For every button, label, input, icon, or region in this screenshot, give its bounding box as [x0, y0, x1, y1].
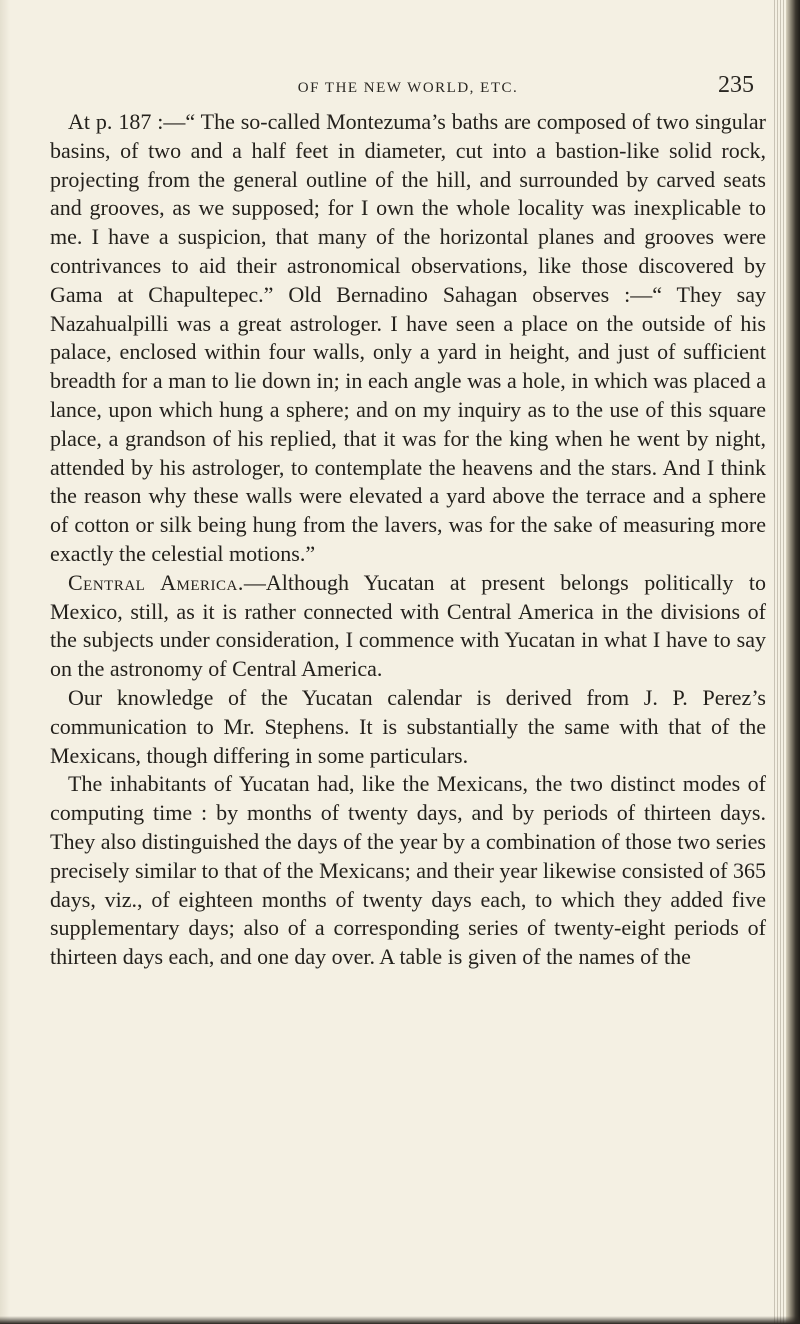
paragraph-text: The inhabitants of Yucatan had, like the Mexicans, the two distinct modes of computing time : by months of twenty days, and by periods of thirteen days. They also distinguished the days of the year by a combination of those two series precisely similar to that of the Mexicans; and their year likewise consisted of 365 days, viz., of eighteen months of twenty days each, to which they added five supplementary days; also of a corresponding series of twenty-eight periods of thirteen days each, and one day over. A table is given of the names of the [50, 771, 766, 970]
paragraph-yucatan-calendar [50, 684, 766, 770]
paragraph-text: Our knowledge of the Yucatan calendar is derived from J. P. Perez’s communication to Mr. Stephens. It is substantially the same with that of the Mexicans, though differing in some particulars. [50, 684, 766, 768]
book-binding-edge [786, 0, 800, 1324]
paragraph-text: —Although Yucatan at present belongs politically to Mexico, still, as it is rather connected with Central America in the divisions of the subjects under consideration, I commence with Yucatan in what I have to say on the astronomy of Central America. [50, 569, 767, 682]
paragraph-text: At p. 187 :—“ The so-called Montezuma’s baths are composed of two singular basins, of two and a half feet in diameter, cut into a bastion-like solid rock, projecting from the general outline of the hill, and surrounded by carved seats and grooves, as we supposed; for I own the whole locality was inexplicable to me. I have a suspicion, that many of the horizontal planes and grooves were contrivances to aid their astronomical observations, like those discovered by Gama at Chapultepec.” Old Bernadino Sahagan observes :—“ They say Nazahualpilli was a great astrologer. I have seen a place on the outside of his palace, enclosed within four walls, only a yard in height, and just of sufficient breadth for a man to lie down in; in each angle was a hole, in which was placed a lance, upon which hung a sphere; and on my inquiry as to the use of this square place, a grandson of his replied, that it was for the king when he went by night, attended by his astrologer, to contemplate the heavens and the stars. And I think the reason why these walls were elevated a yard above the terrace and a sphere of cotton or silk being hung from the lavers, was for the sake of measuring more exactly the celestial motions.” [50, 109, 766, 566]
paragraph-montezuma-baths [50, 108, 766, 569]
page-gutter-shadow [0, 0, 10, 1324]
page-header [48, 72, 768, 106]
page-bottom-edge [0, 1316, 800, 1324]
page-number: 235 [718, 72, 754, 98]
running-head: OF THE NEW WORLD, ETC. [297, 80, 519, 96]
paragraph-computing-time [50, 770, 766, 972]
body-text [50, 108, 766, 972]
page-edge-lines [774, 0, 786, 1324]
section-lead: Central America. [68, 569, 244, 595]
paragraph-central-america [50, 569, 766, 684]
